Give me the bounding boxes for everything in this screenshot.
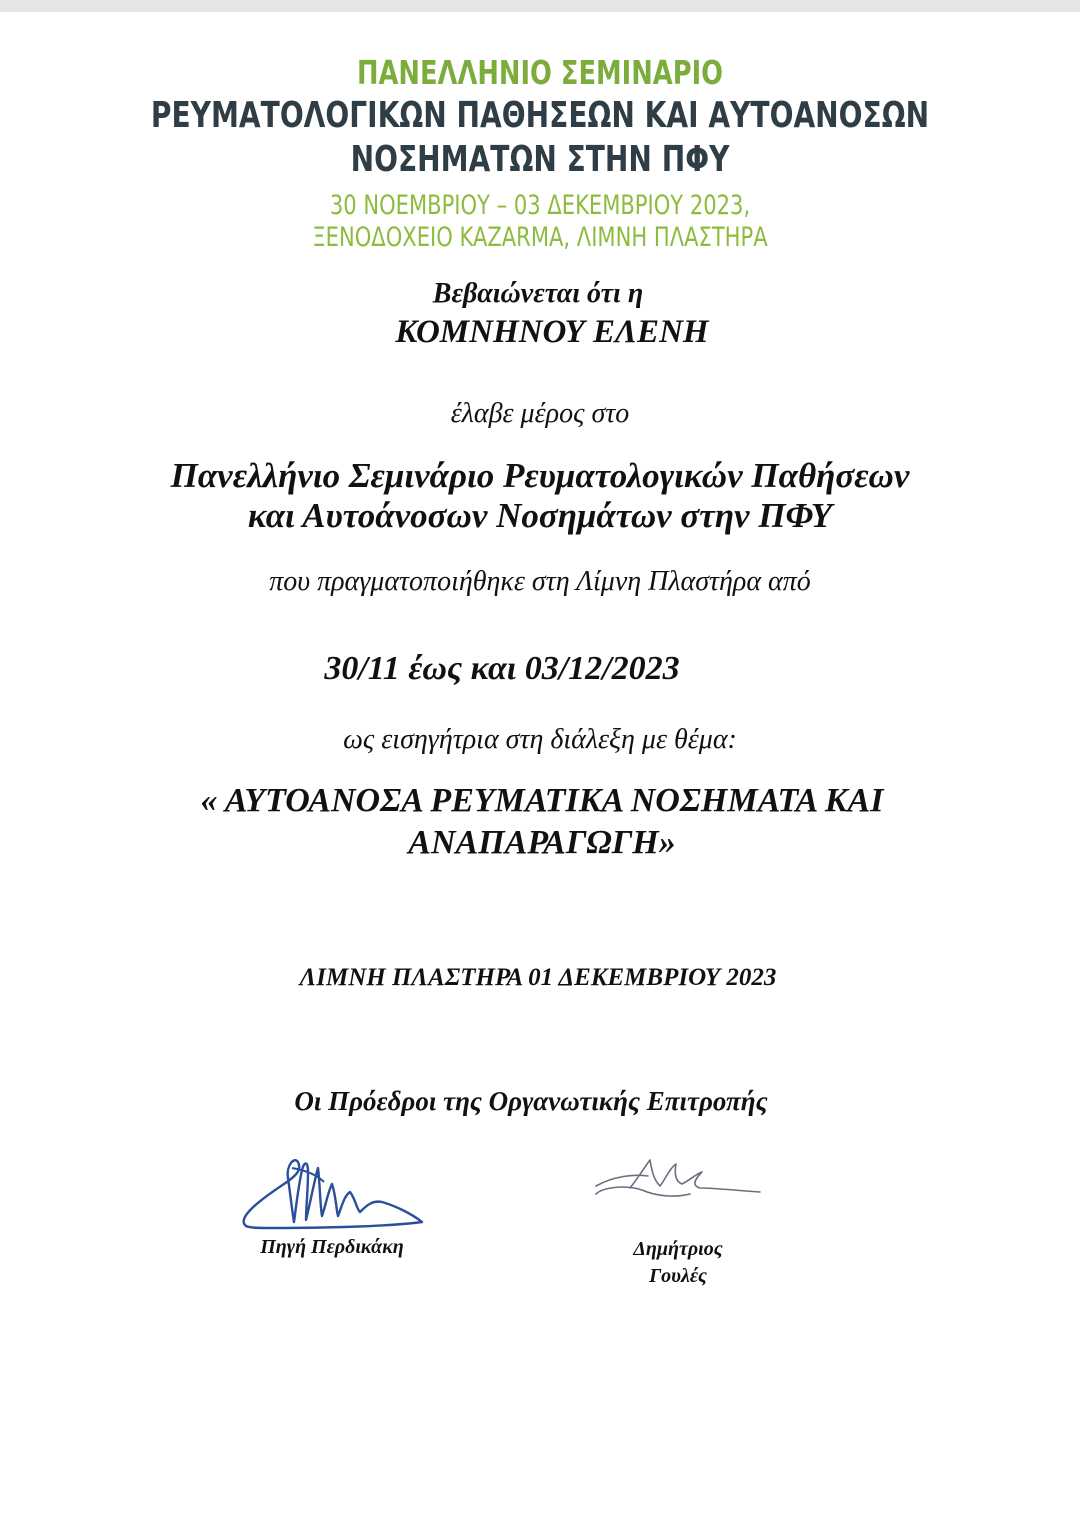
signature-2 (590, 1152, 770, 1212)
recipient-name: ΚΟΜΝΗΝΟΥ ΕΛΕΝΗ (395, 314, 709, 350)
header-line-3: ΝΟΣΗΜΑΤΩΝ ΣΤΗΝ ΠΦΥ (350, 139, 730, 180)
header-venue: ΞΕΝΟΔΟΧΕΙΟ KAZARMA, ΛΙΜΝΗ ΠΛΑΣΤΗΡΑ (312, 222, 768, 253)
header-line-2: ΡΕΥΜΑΤΟΛΟΓΙΚΩΝ ΠΑΘΗΣΕΩΝ ΚΑΙ ΑΥΤΟΑΝΟΣΩΝ (150, 95, 930, 136)
seminar-title (0, 456, 1080, 536)
lecture-title-line-2: ΑΝΑΠΑΡΑΓΩΓΗ» (408, 824, 676, 861)
took-part-text: έλαβε μέρος στο (450, 398, 630, 429)
signer-2-name (578, 1236, 778, 1290)
lecture-title (2, 780, 1080, 864)
seminar-title-line-2: και Αυτοάνοσων Νοσημάτων στην ΠΦΥ (247, 496, 833, 535)
role-text: ως εισηγήτρια στη διάλεξη με θέμα: (343, 724, 737, 755)
signer-2-first-name: Δημήτριος (633, 1238, 723, 1260)
presidents-heading: Οι Πρόεδροι της Οργανωτικής Επιτροπής (294, 1086, 768, 1116)
top-bar (0, 0, 1080, 12)
seminar-title-line-1: Πανελλήνιο Σεμινάριο Ρευματολογικών Παθήσεων (170, 456, 910, 495)
seminar-header (119, 52, 961, 254)
lecture-title-line-1: « ΑΥΤΟΑΝΟΣΑ ΡΕΥΜΑΤΙΚΑ ΝΟΣΗΜΑΤΑ ΚΑΙ (200, 782, 884, 819)
certifies-text: Βεβαιώνεται ότι η (432, 278, 644, 309)
held-at-text: που πραγματοποιήθηκε στη Λίμνη Πλαστήρα από (269, 566, 811, 597)
signer-1-name: Πηγή Περδικάκη (260, 1236, 404, 1258)
signer-2-last-name: Γουλές (649, 1265, 707, 1287)
signature-1 (232, 1148, 432, 1238)
seminar-dates: 30/11 έως και 03/12/2023 (324, 650, 680, 687)
header-dates: 30 ΝΟΕΜΒΡΙΟΥ – 03 ΔΕΚΕΜΒΡΙΟΥ 2023, (329, 190, 751, 221)
place-and-date: ΛΙΜΝΗ ΠΛΑΣΤΗΡΑ 01 ΔΕΚΕΜΒΡΙΟΥ 2023 (299, 964, 777, 991)
header-line-1: ΠΑΝΕΛΛΗΝΙΟ ΣΕΜΙΝΑΡΙΟ (356, 53, 724, 92)
